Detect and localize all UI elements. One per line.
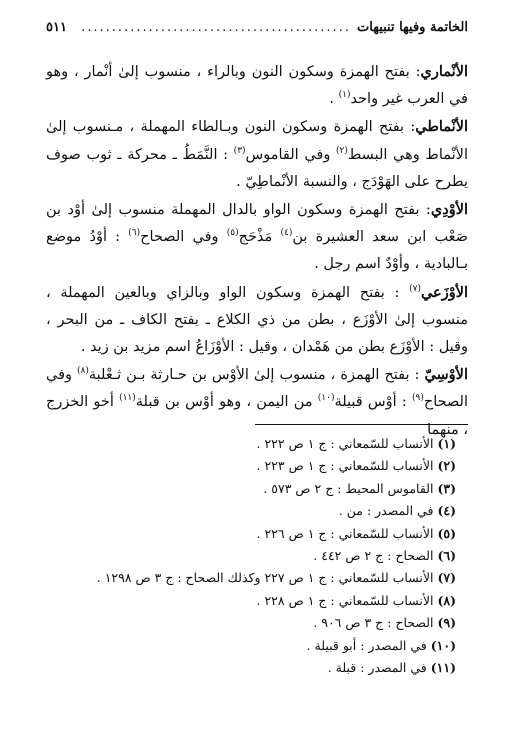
footnote-item: [46, 545, 456, 567]
footnote-ref[interactable]: (٩): [411, 393, 424, 404]
footnote-ref[interactable]: (٣): [233, 145, 246, 156]
footnote-text: الأنساب للسّمعاني : ج ١ ص ٢٢٨ .: [256, 592, 434, 608]
footnote-item: [46, 500, 456, 522]
footnote-item: [46, 612, 456, 634]
footnote-number: (٢): [437, 458, 456, 474]
entry-awzai: [46, 279, 468, 362]
footnote-ref[interactable]: (١): [338, 90, 351, 101]
entry-text: أخو الخزرج ، منهما: [46, 394, 468, 438]
entry-text: .: [329, 91, 339, 108]
footnote-ref[interactable]: (١١): [119, 393, 136, 404]
entry-text: : أوْدُ موضع بـالبادية ، وأوْدٌ اسم رجل .: [46, 229, 468, 273]
footnote-text: في المصدر : قبلة .: [327, 660, 427, 676]
footnote-number: (١٠): [430, 637, 456, 653]
page-number: ٥١١: [46, 20, 67, 35]
footnote-ref[interactable]: (٧): [409, 283, 421, 294]
footnote-number: (١١): [430, 660, 456, 676]
footnote-ref[interactable]: (٦): [128, 228, 141, 239]
entry-text: مَذْحَج: [238, 229, 281, 246]
entry-text: : بفتح الهمزة وسكون الواو بالدال المهملة منسوب إلىٰ أوْد بن صَعْب ابن سعد العشيرة بن: [46, 202, 468, 246]
main-text: [46, 58, 468, 444]
running-header: [46, 20, 468, 35]
entry-text: : بفتح الهمزة وسكون النون وبـالطاء المهملة ، مـنسوب إلىٰ الأنْماط وهي البسط: [46, 119, 468, 163]
footnote-number: (٧): [437, 570, 456, 586]
entry-awdi: [46, 196, 468, 279]
entry-text: وفي القاموس: [245, 146, 337, 163]
footnote-item: [46, 657, 456, 679]
chapter-title: الخاتمة وفيها تنبيهات: [356, 20, 468, 35]
footnote-item: [46, 635, 456, 657]
entry-text: وفي الصحاح: [46, 367, 468, 411]
entry-term: الأوْسِيّ: [424, 366, 468, 384]
footnote-item: [46, 590, 456, 612]
footnote-number: (٩): [437, 615, 456, 631]
entry-text: وفي الصحاح: [140, 229, 227, 246]
footnote-text: في المصدر : من .: [338, 503, 434, 519]
entry-awsi: [46, 361, 468, 444]
footnote-number: (١): [437, 436, 456, 451]
footnote-ref[interactable]: (٨): [77, 366, 89, 377]
footnote-text: الصحاح : ج ٣ ص ٩٠٦ .: [313, 615, 434, 631]
footnote-text: الأنساب للسّمعاني : ج ١ ص ٢٢٢ .: [256, 436, 434, 451]
footnote-number: (٣): [437, 480, 456, 496]
footnote-text: الأنساب للسّمعاني : ج ١ ص ٢٢٣ .: [256, 458, 434, 474]
entry-term: الأنْماري: [420, 63, 468, 80]
entry-text: : بفتح الهمزة وسكون النون وبالراء ، منسوب إلىٰ أنْمار ، وهو في العرب غير واحد: [46, 64, 468, 108]
footnote-text: الصحاح : ج ٢ ص ٤٤٢ .: [313, 548, 434, 564]
footnote-text: الأنساب للسّمعاني : ج ١ ص ٢٢٧ وكذلك الصحاح : ج ٣ ص ١٢٩٨ .: [96, 570, 434, 586]
entry-anmari: [46, 58, 468, 113]
entry-term: الأوْدِي: [430, 201, 468, 219]
footnote-item: [46, 455, 456, 477]
footnote-text: القاموس المحيط : ج ٢ ص ٥٧٣ .: [263, 480, 434, 496]
footnote-item: [46, 523, 456, 545]
footnote-item: [46, 433, 456, 455]
footnote-number: (٥): [437, 525, 456, 541]
footnote-separator: [255, 424, 468, 425]
entry-text: : بفتح الهمزة وسكون الواو وبالزاي وبالعين المهملة ، منسوب إلىٰ الأوْزَع ، بطن من ذي الكلاع ـ بفتح الكاف ـ من البحر ، وقيل : الأوْزَع بطن من هَمْدان ، وقيل : الأوْزَاعُ اسم مزيد بن زيد .: [46, 284, 468, 356]
footnote-number: (٨): [437, 592, 456, 608]
entry-term: الأوْزَعي: [420, 283, 468, 301]
entry-text: : النَّمَطُ ـ محركة ـ ثوب صوف يطرح على الهَوْدَج ، والنسبة الأنْماطِيّ .: [46, 146, 468, 190]
footnotes-list: [46, 433, 456, 679]
footnote-text: الأنساب للسّمعاني : ج ١ ص ٢٢٦ .: [256, 525, 434, 541]
footnote-item: [46, 478, 456, 500]
footnote-ref[interactable]: (١٠): [317, 393, 335, 404]
footnote-number: (٦): [437, 548, 456, 564]
footnote-item: [46, 567, 456, 589]
entry-text: من اليمن ، وهو أوْس بن قبلة: [135, 394, 318, 411]
footnote-ref[interactable]: (٤): [280, 228, 293, 239]
footnote-text: في المصدر : أبو قبيلة .: [306, 637, 427, 653]
footnote-ref[interactable]: (٢): [336, 145, 348, 156]
entry-anmati: [46, 113, 468, 196]
entry-text: : أوْس قبيلة: [334, 394, 412, 411]
leader-dots: ............................................: [81, 20, 351, 35]
entry-text: : بفتح الهمزة ، منسوب إلىٰ الأوْس بن حـارثة بـن ثـعْلبة: [88, 367, 425, 384]
footnote-number: (٤): [437, 503, 456, 519]
footnote-ref[interactable]: (٥): [226, 228, 239, 239]
entry-term: الأنْماطي: [415, 118, 468, 136]
